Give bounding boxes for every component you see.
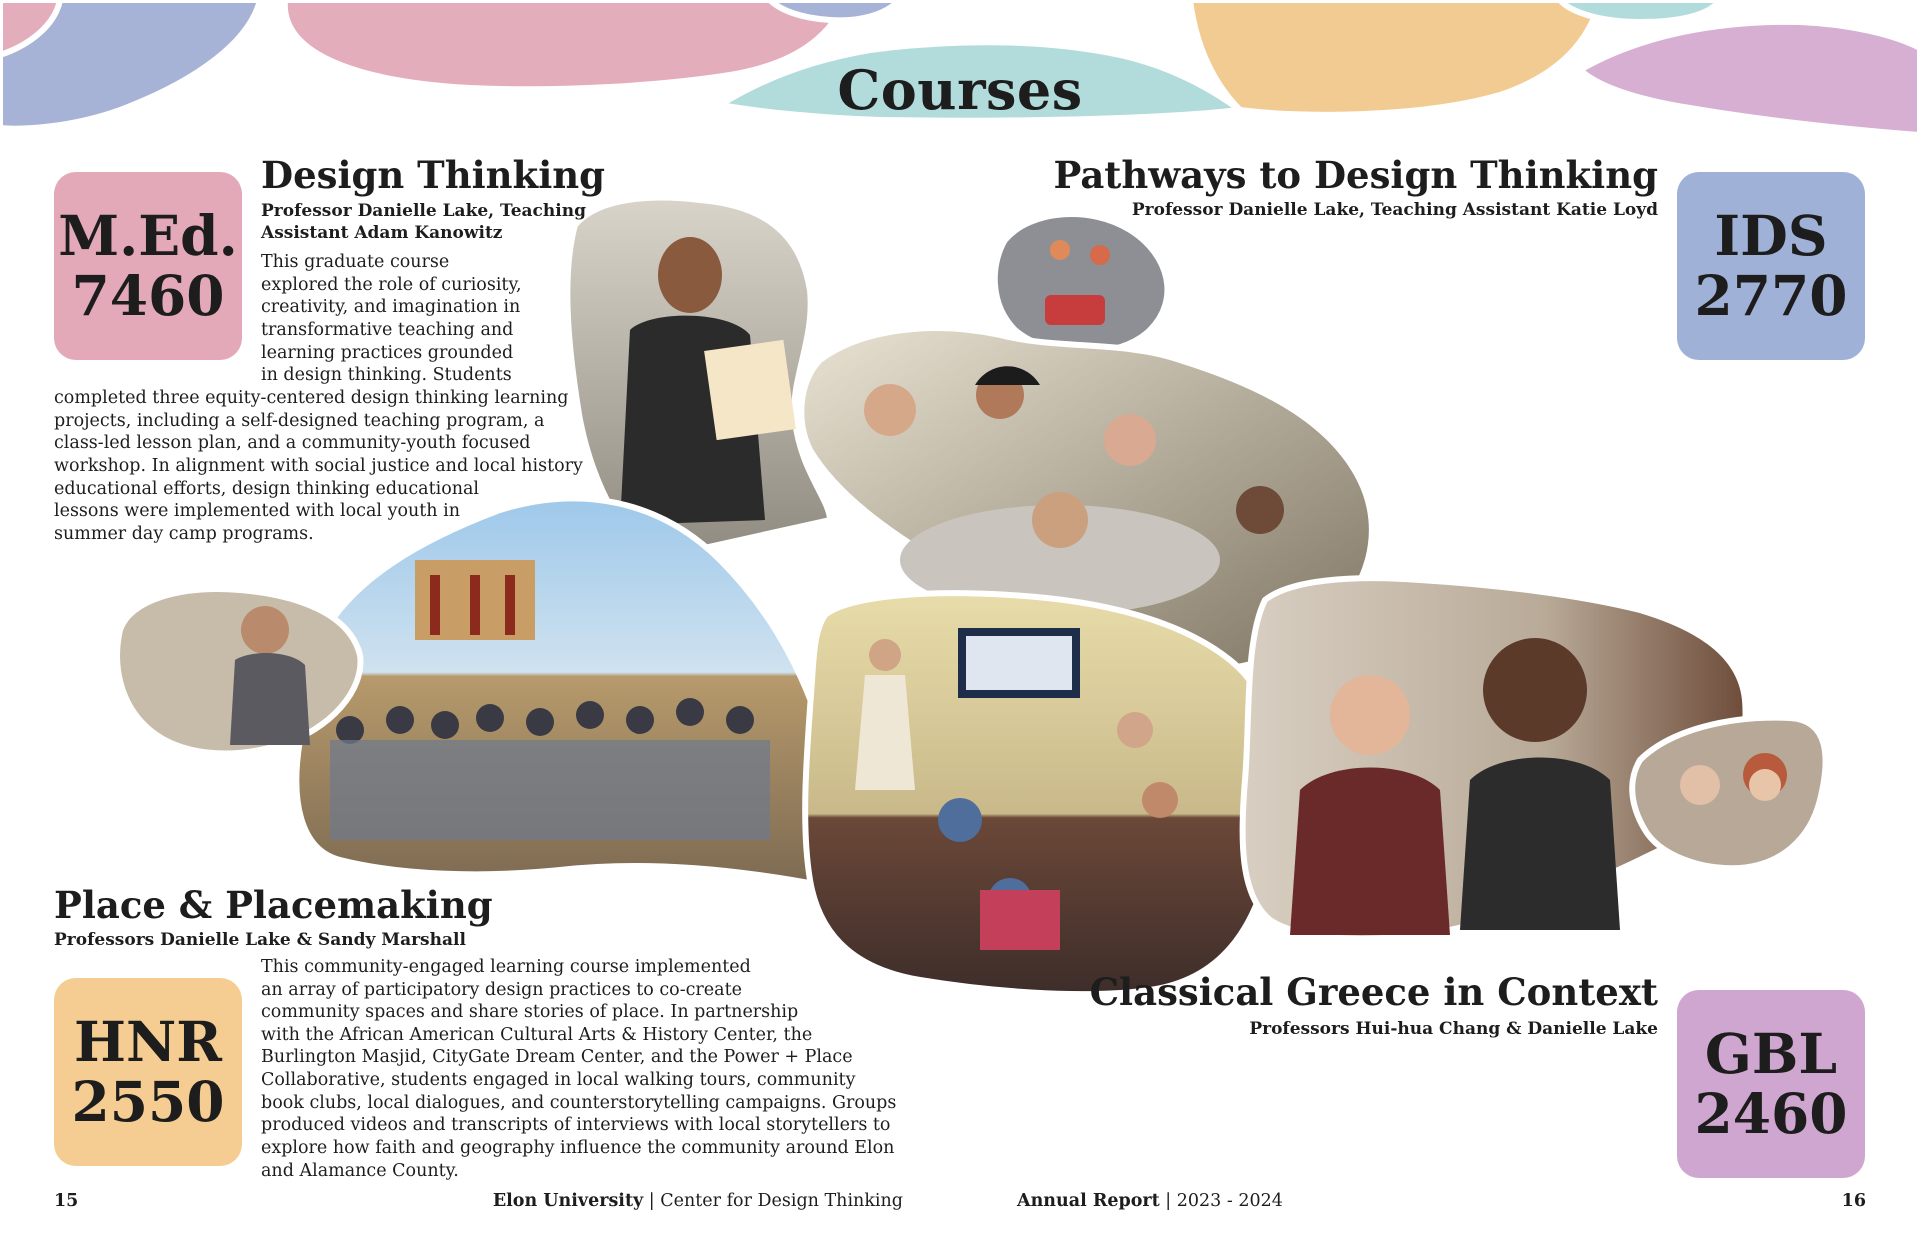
course-code-badge-ids	[1677, 172, 1865, 360]
desc-line: summer day camp programs.	[54, 524, 314, 544]
course-prof-med	[261, 200, 586, 244]
course-prof-ids: Professor Danielle Lake, Teaching Assistant Katie Loyd	[1131, 200, 1658, 220]
course-code-hnr-line1: HNR	[74, 1009, 222, 1074]
course-code-ids-line1: IDS	[1714, 203, 1828, 268]
desc-line: and Alamance County.	[261, 1161, 459, 1181]
desc-line: educational efforts, design thinking educational	[54, 479, 480, 499]
footer-dept: Center for Design Thinking	[660, 1191, 903, 1211]
course-code-gbl-line2: 2460	[1694, 1081, 1848, 1146]
desc-line: class-led lesson plan, and a community-youth focused	[54, 433, 531, 453]
footer-separator: |	[643, 1191, 661, 1211]
desc-line: This community-engaged learning course implemented	[261, 957, 751, 977]
footer-right	[1017, 1190, 1283, 1212]
footer-left	[493, 1190, 903, 1212]
desc-line: explore how faith and geography influence the community around Elon	[261, 1138, 895, 1158]
course-title-med: Design Thinking	[261, 153, 606, 197]
desc-line: explored the role of curiosity,	[261, 275, 522, 295]
course-title-gbl: Classical Greece in Context	[1089, 970, 1658, 1014]
desc-line: This graduate course	[261, 252, 450, 272]
desc-line: in design thinking. Students	[261, 365, 512, 385]
desc-line: book clubs, local dialogues, and counterstorytelling campaigns. Groups	[261, 1093, 897, 1113]
page-number-right: 16	[1841, 1191, 1866, 1211]
photo-greece-group	[296, 498, 840, 885]
course-title-ids: Pathways to Design Thinking	[1053, 153, 1658, 197]
course-code-badge-hnr	[54, 978, 242, 1166]
course-title-hnr: Place & Placemaking	[54, 883, 493, 927]
course-code-ids-line2: 2770	[1694, 263, 1848, 328]
desc-line: an array of participatory design practices to co-create	[261, 980, 742, 1000]
course-prof-gbl: Professors Hui-hua Chang & Danielle Lake	[1249, 1019, 1658, 1039]
footer-page-number-left	[54, 1190, 78, 1212]
photo-small-group	[995, 214, 1168, 353]
desc-line: creativity, and imagination in	[261, 297, 521, 317]
footer-separator: |	[1159, 1191, 1177, 1211]
course-code-badge-gbl	[1677, 990, 1865, 1178]
desc-line: learning practices grounded	[261, 343, 514, 363]
desc-line: completed three equity-centered design thinking learning	[54, 388, 569, 408]
desc-line: transformative teaching and	[261, 320, 514, 340]
page-title: Courses	[837, 58, 1083, 122]
footer-years: 2023 - 2024	[1176, 1191, 1283, 1211]
course-code-med-line1: M.Ed.	[58, 203, 238, 268]
desc-line: projects, including a self-designed teaching program, a	[54, 411, 545, 431]
desc-line: Burlington Masjid, CityGate Dream Center, and the Power + Place	[261, 1047, 853, 1067]
desc-line: community spaces and share stories of place. In partnership	[261, 1002, 799, 1022]
course-code-badge-med	[54, 172, 242, 360]
desc-line: produced videos and transcripts of interviews with local storytellers to	[261, 1115, 891, 1135]
photo-classroom-youth	[805, 593, 1279, 994]
footer-report-title: Annual Report	[1017, 1191, 1160, 1211]
course-prof-med-line2: Assistant Adam Kanowitz	[261, 223, 503, 243]
course-code-med-line2: 7460	[71, 263, 225, 328]
footer-page-number-right	[1842, 1190, 1866, 1212]
desc-line: lessons were implemented with local youth in	[54, 501, 461, 521]
course-prof-med-line1: Professor Danielle Lake, Teaching	[261, 201, 586, 221]
footer-org: Elon University	[492, 1191, 644, 1211]
course-prof-hnr: Professors Danielle Lake & Sandy Marshall	[54, 930, 466, 950]
desc-line: Collaborative, students engaged in local walking tours, community	[261, 1070, 856, 1090]
desc-line: workshop. In alignment with social justice and local history	[54, 456, 583, 476]
course-code-gbl-line1: GBL	[1704, 1021, 1838, 1086]
course-code-hnr-line2: 2550	[71, 1069, 225, 1134]
desc-line: with the African American Cultural Arts & History Center, the	[261, 1025, 813, 1045]
page-number-left: 15	[54, 1191, 79, 1211]
